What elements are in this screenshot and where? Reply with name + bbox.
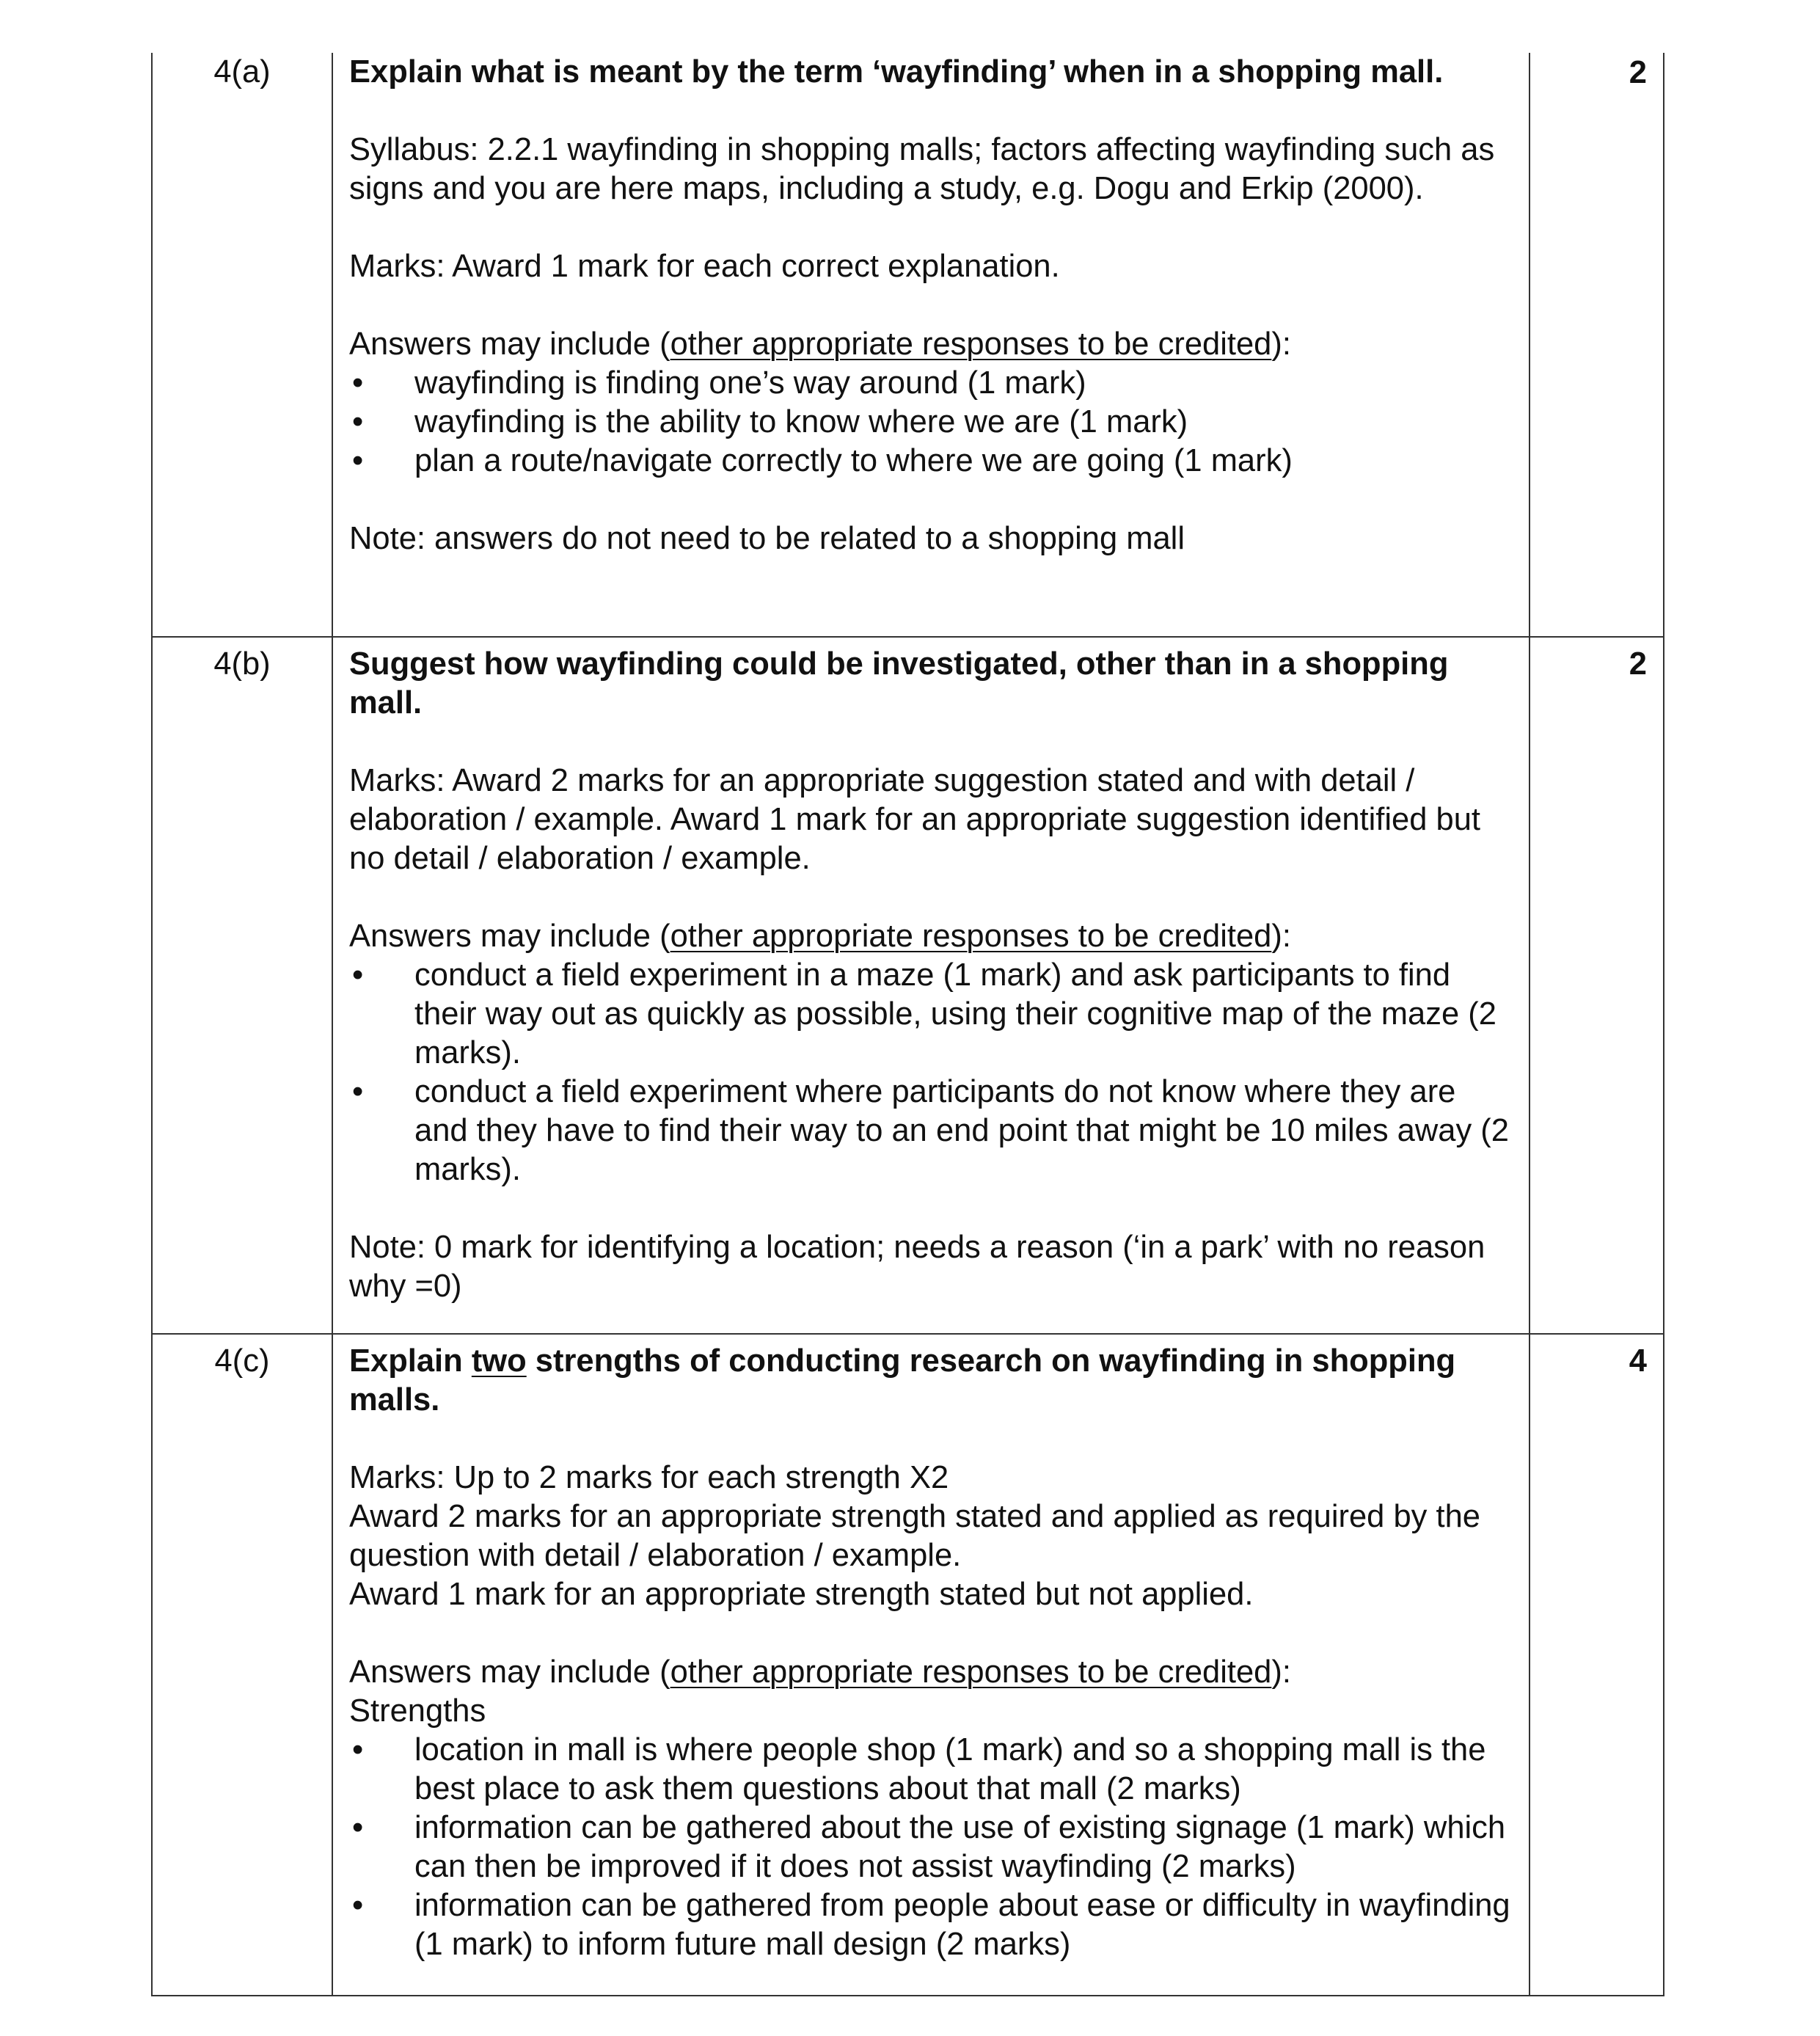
bullet-icon: •	[352, 404, 364, 439]
question-number: 4(b)	[152, 637, 332, 1334]
list-item: • plan a route/navigate correctly to where we are going (1 mark)	[349, 442, 1513, 481]
table-row	[152, 637, 1664, 1334]
question-text: Explain what is meant by the term ‘wayfinding’ when in a shopping mall.	[349, 54, 1444, 90]
list-item: • information can be gathered about the use of existing signage (1 mark) which can then be improved if it does not assist wayfinding (2 marks)	[352, 1810, 1506, 1884]
answer-list	[349, 364, 1513, 481]
table-row	[152, 1334, 1664, 1996]
bullet-icon: •	[352, 1732, 364, 1767]
bullet-icon: •	[352, 365, 364, 401]
note-text: Note: answers do not need to be related to a shopping mall	[349, 521, 1185, 556]
list-item: • wayfinding is the ability to know where we are (1 mark)	[349, 403, 1513, 442]
mark-scheme-table	[151, 53, 1664, 1996]
marks-guidance: Award 1 mark for an appropriate strength stated but not applied.	[349, 1577, 1254, 1612]
marks-guidance: Marks: Award 1 mark for each correct explanation.	[349, 249, 1060, 284]
marks-guidance: Marks: Award 2 marks for an appropriate suggestion stated and with detail / elaboration / example. Award 1 mark for an appropriate suggestion identified but no detail / elaboration / example.	[349, 763, 1480, 876]
list-item: • conduct a field experiment in a maze (1 mark) and ask participants to find their way out as quickly as possible, using their cognitive map of the maze (2 marks).	[352, 957, 1496, 1070]
answer-cell	[332, 1334, 1530, 1996]
subheading: Strengths	[349, 1693, 486, 1729]
bullet-icon: •	[352, 1074, 364, 1109]
note-text: Note: 0 mark for identifying a location; needs a reason (‘in a park’ with no reason why =0)	[349, 1230, 1485, 1304]
answers-intro: Answers may include (other appropriate responses to be credited):	[349, 326, 1291, 362]
question-text: Explain two strengths of conducting research on wayfinding in shopping malls.	[349, 1343, 1456, 1417]
answers-intro: Answers may include (other appropriate responses to be credited):	[349, 1654, 1291, 1690]
marks-value: 2	[1530, 637, 1664, 1334]
syllabus-text: Syllabus: 2.2.1 wayfinding in shopping malls; factors affecting wayfinding such as signs and you are here maps, including a study, e.g. Dogu and Erkip (2000).	[349, 132, 1495, 206]
list-item: • information can be gathered from people about ease or difficulty in wayfinding (1 mark) to inform future mall design (2 marks)	[352, 1888, 1510, 1962]
answer-cell	[332, 53, 1530, 637]
list-item: • wayfinding is finding one’s way around (1 mark)	[349, 364, 1513, 403]
table-row	[152, 53, 1664, 637]
bullet-icon: •	[352, 957, 364, 993]
marks-value: 4	[1530, 1334, 1664, 1996]
bullet-icon: •	[352, 1810, 364, 1845]
answer-cell	[332, 637, 1530, 1334]
bullet-icon: •	[352, 1888, 364, 1923]
question-number: 4(c)	[152, 1334, 332, 1996]
list-item: • location in mall is where people shop (1 mark) and so a shopping mall is the best place to ask them questions about that mall (2 marks)	[352, 1732, 1486, 1806]
list-item: • conduct a field experiment where participants do not know where they are and they have to find their way to an end point that might be 10 miles away (2 marks).	[352, 1074, 1509, 1187]
answer-list	[349, 956, 1513, 1189]
answers-intro: Answers may include (other appropriate responses to be credited):	[349, 919, 1291, 954]
marks-guidance: Marks: Up to 2 marks for each strength X2	[349, 1460, 949, 1495]
marks-guidance: Award 2 marks for an appropriate strength stated and applied as required by the question with detail / elaboration / example.	[349, 1499, 1480, 1573]
question-number: 4(a)	[152, 53, 332, 637]
answer-list	[349, 1731, 1513, 1964]
question-text: Suggest how wayfinding could be investigated, other than in a shopping mall.	[349, 646, 1449, 720]
marks-value: 2	[1530, 53, 1664, 637]
bullet-icon: •	[352, 443, 364, 478]
